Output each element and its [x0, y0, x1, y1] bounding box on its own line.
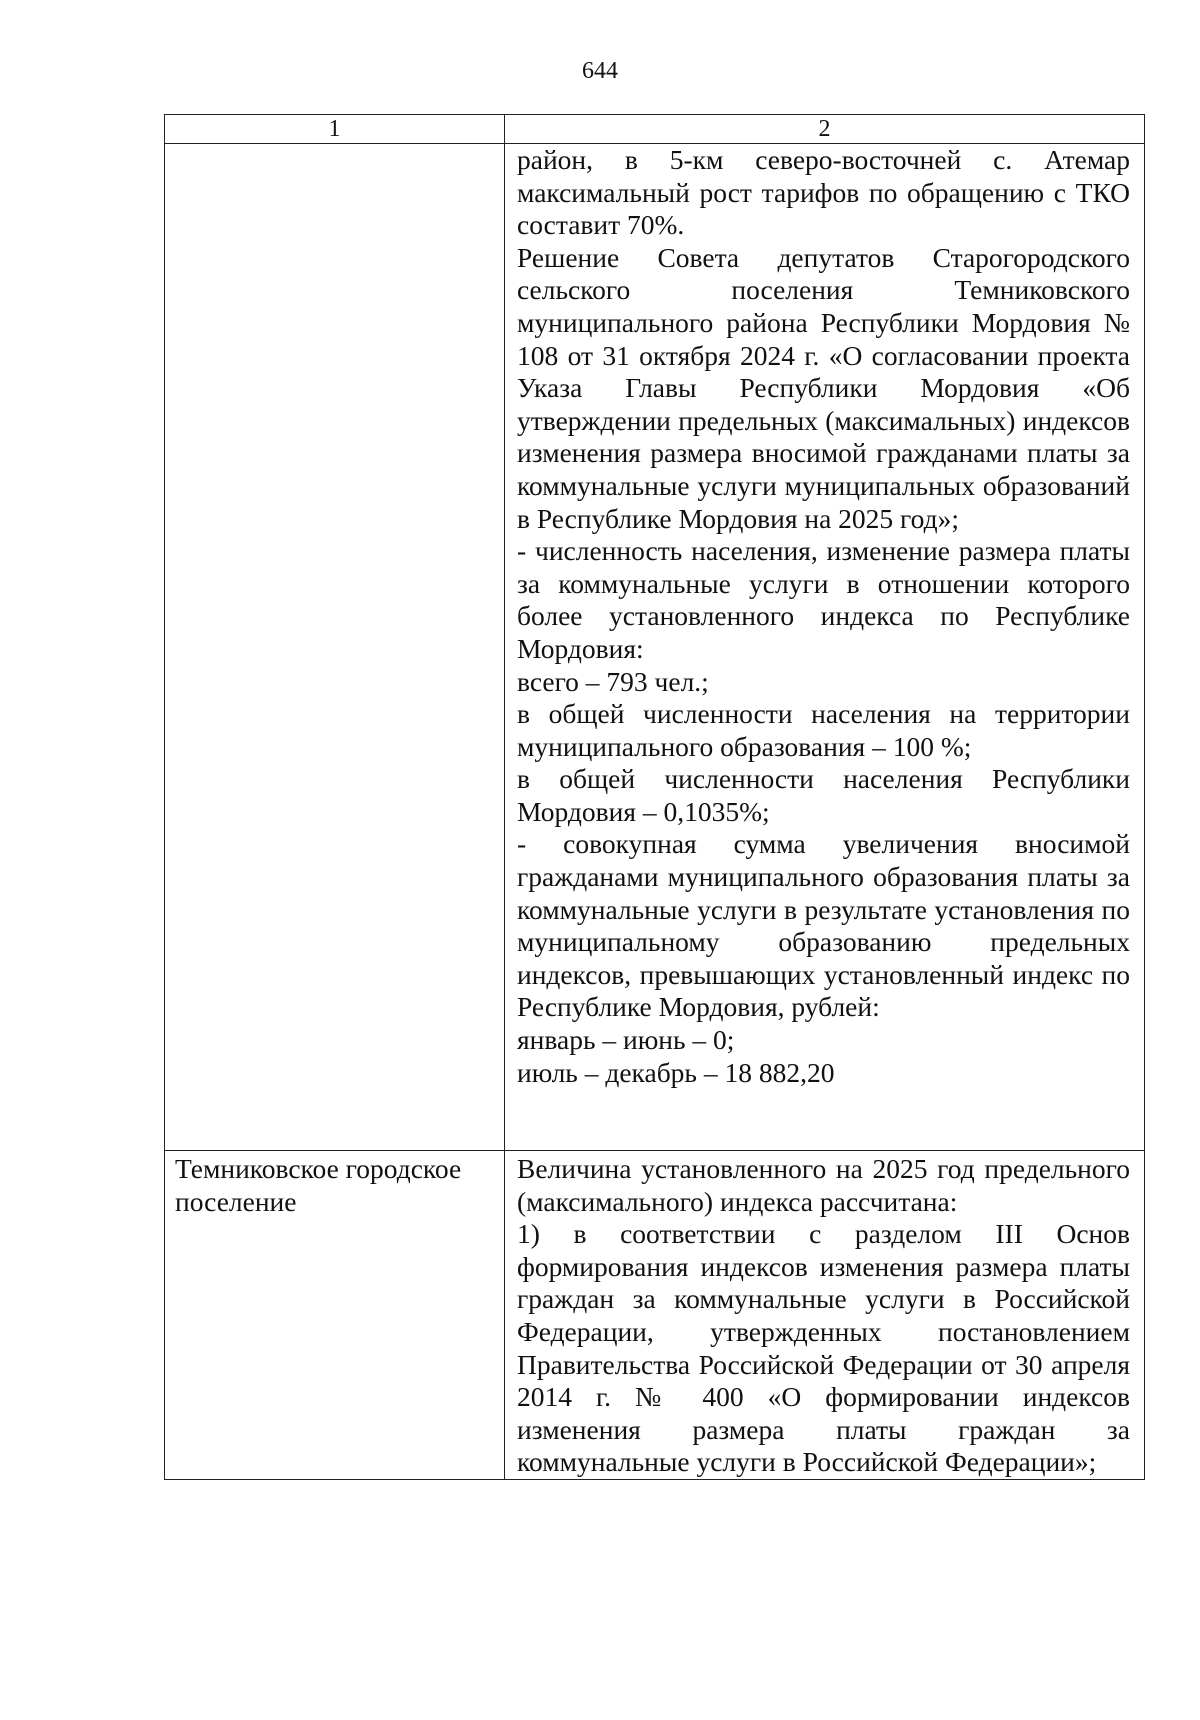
description-cell [505, 144, 1145, 1151]
paragraph: Решение Совета депутатов Старогородского сельского поселения Темниковского муниципального района Республики Мордовия № 108 от 31 октября 2024 г. «О согласовании проекта Указа Главы Республики Мордовия «Об утверждении предельных (максимальных) индексов изменения размера вносимой гражданами платы за коммунальные услуги муниципальных образований в Республике Мордовия на 2025 год»; [517, 241, 1130, 534]
paragraph: июль – декабрь – 18 882,20 [517, 1056, 835, 1088]
paragraph: - численность населения, изменение размера платы за коммунальные услуги в отношении которого более установленного индекса по Республике Мордовия: [517, 535, 1130, 664]
description-cell [505, 1151, 1145, 1480]
paragraph: в общей численности населения Республики Мордовия – 0,1035%; [517, 763, 1130, 827]
table-row [165, 144, 1145, 1151]
paragraph: 1) в соответствии с разделом III Основ формирования индексов изменения размера платы граждан за коммунальные услуги в Российской Федерации, утвержденных постановлением Правительства Российской Федерации от 30 апреля 2014 г. № 400 «О формировании индексов изменения размера платы граждан за коммунальные услуги в Российской Федерации»; [517, 1218, 1130, 1478]
table-row [165, 1151, 1145, 1480]
municipality-cell: Темниковское городское поселение [165, 1151, 505, 1480]
paragraph: район, в 5-км северо-восточней с. Атемар максимальный рост тарифов по обращению с ТКО составит 70%. [517, 144, 1130, 241]
page-number: 644 [582, 58, 618, 84]
paragraph: - совокупная сумма увеличения вносимой гражданами муниципального образования платы за коммунальные услуги в результате установления по муниципальному образованию предельных индексов, превышающих установленный индекс по Республике Мордовия, рублей: [517, 828, 1130, 1023]
municipality-cell [165, 144, 505, 1151]
column-header-1: 1 [165, 115, 505, 144]
document-table [164, 114, 1145, 1480]
table-header-row [165, 115, 1145, 144]
paragraph: всего – 793 чел.; [517, 665, 709, 697]
paragraph: в общей численности населения на территории муниципального образования – 100 %; [517, 698, 1130, 762]
paragraph: январь – июнь – 0; [517, 1024, 735, 1056]
column-header-2: 2 [505, 115, 1145, 144]
paragraph: Величина установленного на 2025 год предельного (максимального) индекса рассчитана: [517, 1153, 1130, 1217]
